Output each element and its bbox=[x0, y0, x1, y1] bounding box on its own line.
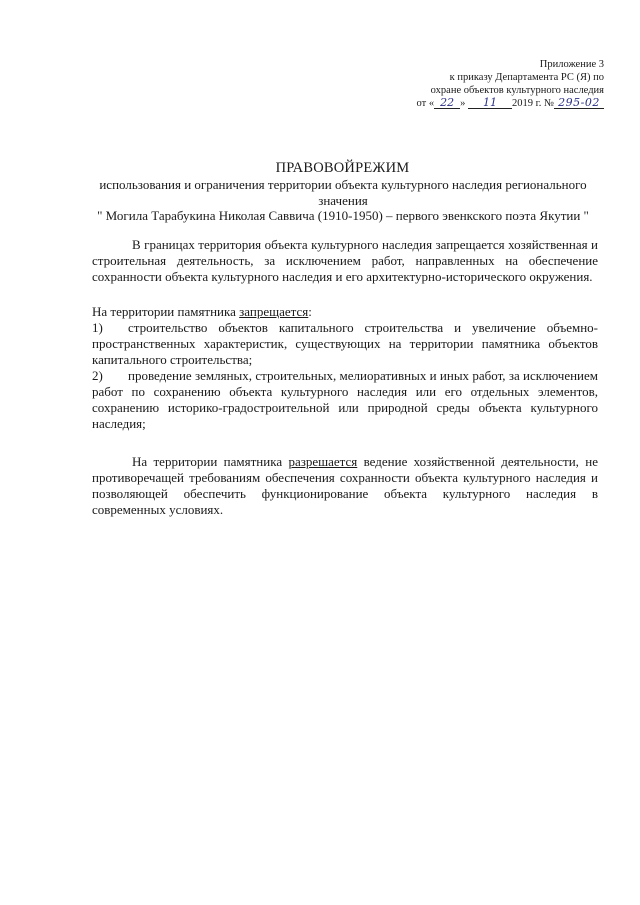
document-title: ПРАВОВОЙРЕЖИМ bbox=[275, 160, 410, 176]
paragraph-boundaries-block bbox=[92, 237, 598, 285]
subtitle-line-1: использования и ограничения территории объекта культурного наследия регионального bbox=[99, 177, 587, 192]
handwritten-day: 22 bbox=[434, 97, 460, 109]
list-item bbox=[92, 320, 598, 368]
allowed-section bbox=[92, 454, 598, 518]
subtitle-line-2: значения bbox=[318, 192, 368, 208]
year-text: 2019 г. № bbox=[511, 98, 554, 109]
allowed-paragraph bbox=[92, 454, 598, 518]
list-item-text: строительство объектов капитального строительства и увеличение объемно-пространственных характеристик, существующих на территории памятника объектов капитального строительства; bbox=[92, 320, 598, 367]
appendix-department-line: охране объектов культурного наследия bbox=[430, 85, 604, 96]
prohibited-section bbox=[92, 304, 598, 432]
prohibited-colon: : bbox=[308, 304, 312, 319]
document-subtitle bbox=[88, 177, 598, 224]
allowed-keyword: разрешается bbox=[288, 454, 358, 469]
appendix-order-line: к приказу Департамента РС (Я) по bbox=[449, 72, 604, 83]
date-prefix: от « bbox=[416, 98, 435, 109]
handwritten-order-number: 295-02 bbox=[554, 97, 604, 109]
list-item-number: 1) bbox=[92, 320, 103, 335]
allowed-intro: На территории памятника bbox=[132, 454, 283, 469]
subtitle-line-3: " Могила Тарабукина Николая Саввича (1910-1950) – первого эвенкского поэта Якутии " bbox=[97, 208, 589, 223]
appendix-header bbox=[364, 58, 604, 110]
allowed-text: ведение хозяйственной деятельности, не противоречащей требованиям обеспечения сохранности объекта культурного наследия и позволяющей обеспечить функционирование объекта культурного наследия в современных условиях. bbox=[92, 454, 598, 517]
appendix-title: Приложение 3 bbox=[539, 59, 604, 70]
list-item-text: проведение земляных, строительных, мелиоративных и иных работ, за исключением работ по сохранению объекта культурного наследия или его отдельных элементов, сохранению историко-градостроительной или природной среды объекта культурного наследия; bbox=[92, 368, 598, 431]
handwritten-month: 11 bbox=[468, 97, 512, 109]
appendix-date-line bbox=[364, 97, 604, 110]
list-item bbox=[92, 368, 598, 432]
prohibited-intro: На территории памятника bbox=[92, 304, 236, 319]
list-item-number: 2) bbox=[92, 368, 103, 383]
prohibited-heading bbox=[92, 304, 598, 320]
prohibited-keyword: запрещается bbox=[239, 304, 309, 319]
date-mid: » bbox=[460, 98, 468, 109]
paragraph-boundaries: В границах территория объекта культурного наследия запрещается хозяйственная и строительная деятельность, за исключением работ, направленных на обеспечение сохранности объекта культурного наследия и его архитектурно-исторического окружения. bbox=[92, 237, 598, 284]
